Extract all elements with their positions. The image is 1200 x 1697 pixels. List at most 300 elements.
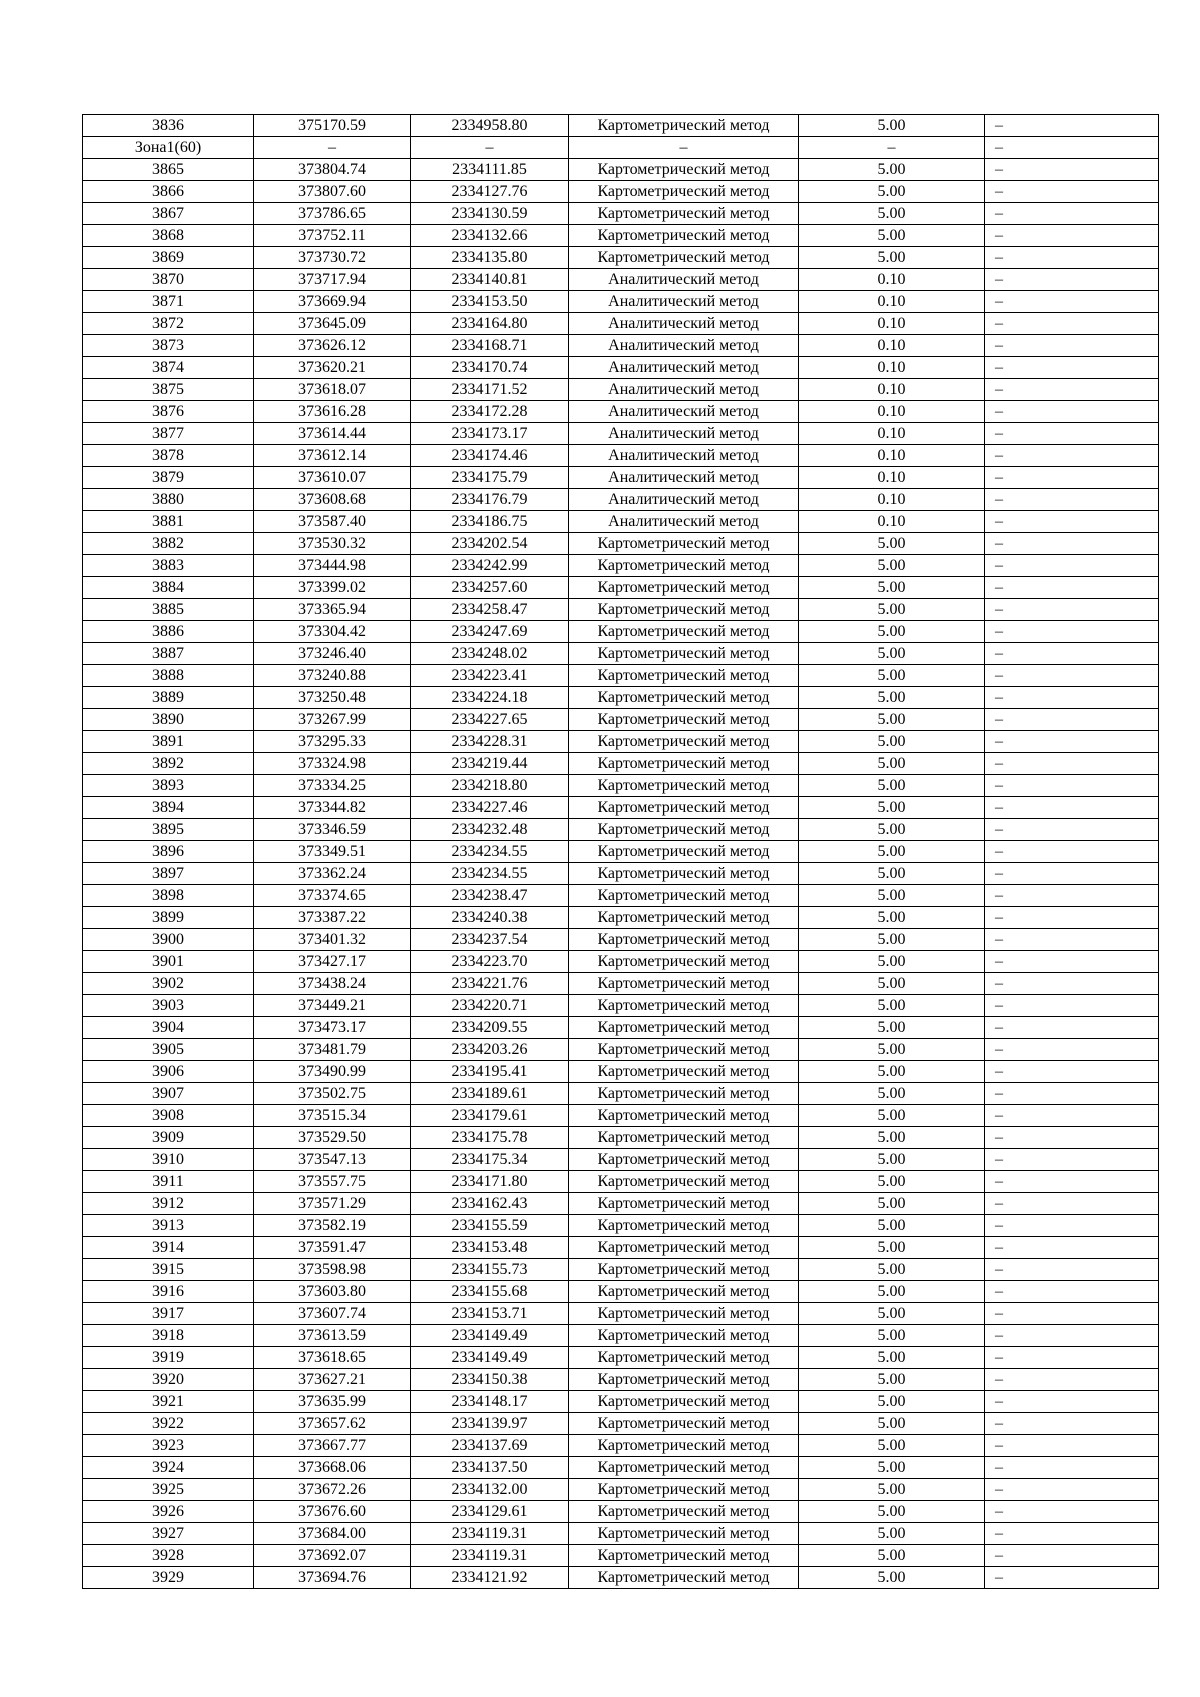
accuracy-cell: 5.00 <box>799 1479 985 1501</box>
point-number-cell: 3865 <box>83 159 254 181</box>
mark-cell: – <box>985 687 1159 709</box>
mark-cell: – <box>985 1105 1159 1127</box>
accuracy-cell: 0.10 <box>799 269 985 291</box>
method-cell: Картометрический метод <box>569 225 799 247</box>
mark-cell: – <box>985 1435 1159 1457</box>
y-coordinate-cell: 2334132.00 <box>411 1479 569 1501</box>
table-row <box>83 841 1159 863</box>
y-coordinate-cell: 2334119.31 <box>411 1545 569 1567</box>
x-coordinate-cell: 373295.33 <box>254 731 411 753</box>
table-row <box>83 995 1159 1017</box>
point-number-cell: 3876 <box>83 401 254 423</box>
x-coordinate-cell: 373362.24 <box>254 863 411 885</box>
point-number-cell: 3897 <box>83 863 254 885</box>
y-coordinate-cell: 2334164.80 <box>411 313 569 335</box>
table-row <box>83 577 1159 599</box>
accuracy-cell: 5.00 <box>799 1501 985 1523</box>
mark-cell: – <box>985 1501 1159 1523</box>
x-coordinate-cell: 373246.40 <box>254 643 411 665</box>
table-row <box>83 687 1159 709</box>
x-coordinate-cell: 373684.00 <box>254 1523 411 1545</box>
point-number-cell: 3901 <box>83 951 254 973</box>
mark-cell: – <box>985 929 1159 951</box>
y-coordinate-cell: 2334139.97 <box>411 1413 569 1435</box>
mark-cell: – <box>985 181 1159 203</box>
mark-cell: – <box>985 709 1159 731</box>
table-row <box>83 247 1159 269</box>
mark-cell: – <box>985 313 1159 335</box>
point-number-cell: 3892 <box>83 753 254 775</box>
point-number-cell: 3884 <box>83 577 254 599</box>
point-number-cell: 3928 <box>83 1545 254 1567</box>
mark-cell: – <box>985 1281 1159 1303</box>
method-cell: Картометрический метод <box>569 1457 799 1479</box>
accuracy-cell: 5.00 <box>799 1435 985 1457</box>
method-cell: Картометрический метод <box>569 709 799 731</box>
x-coordinate-cell: 373334.25 <box>254 775 411 797</box>
point-number-cell: 3896 <box>83 841 254 863</box>
x-coordinate-cell: 373444.98 <box>254 555 411 577</box>
mark-cell: – <box>985 423 1159 445</box>
accuracy-cell: 5.00 <box>799 819 985 841</box>
y-coordinate-cell: 2334186.75 <box>411 511 569 533</box>
y-coordinate-cell: 2334140.81 <box>411 269 569 291</box>
accuracy-cell: 5.00 <box>799 115 985 137</box>
point-number-cell: 3915 <box>83 1259 254 1281</box>
point-number-cell: 3893 <box>83 775 254 797</box>
x-coordinate-cell: 373530.32 <box>254 533 411 555</box>
point-number-cell: 3916 <box>83 1281 254 1303</box>
point-number-cell: 3908 <box>83 1105 254 1127</box>
method-cell: Картометрический метод <box>569 1303 799 1325</box>
mark-cell: – <box>985 775 1159 797</box>
x-coordinate-cell: 373717.94 <box>254 269 411 291</box>
table-row <box>83 1171 1159 1193</box>
mark-cell: – <box>985 951 1159 973</box>
table-row <box>83 863 1159 885</box>
x-coordinate-cell: 373618.65 <box>254 1347 411 1369</box>
accuracy-cell: 5.00 <box>799 1017 985 1039</box>
method-cell: Картометрический метод <box>569 181 799 203</box>
accuracy-cell: 5.00 <box>799 577 985 599</box>
table-row <box>83 929 1159 951</box>
method-cell: Картометрический метод <box>569 1127 799 1149</box>
y-coordinate-cell: 2334153.48 <box>411 1237 569 1259</box>
y-coordinate-cell: 2334223.70 <box>411 951 569 973</box>
method-cell: Картометрический метод <box>569 1171 799 1193</box>
x-coordinate-cell: 373669.94 <box>254 291 411 313</box>
point-number-cell: 3909 <box>83 1127 254 1149</box>
y-coordinate-cell: 2334218.80 <box>411 775 569 797</box>
point-number-cell: 3836 <box>83 115 254 137</box>
point-number-cell: 3873 <box>83 335 254 357</box>
table-row <box>83 291 1159 313</box>
x-coordinate-cell: 373730.72 <box>254 247 411 269</box>
mark-cell: – <box>985 731 1159 753</box>
accuracy-cell: 5.00 <box>799 1347 985 1369</box>
mark-cell: – <box>985 841 1159 863</box>
method-cell: Картометрический метод <box>569 599 799 621</box>
mark-cell: – <box>985 1347 1159 1369</box>
table-row <box>83 1061 1159 1083</box>
y-coordinate-cell: 2334153.71 <box>411 1303 569 1325</box>
y-coordinate-cell: 2334223.41 <box>411 665 569 687</box>
mark-cell: – <box>985 621 1159 643</box>
method-cell: Картометрический метод <box>569 115 799 137</box>
x-coordinate-cell: 373529.50 <box>254 1127 411 1149</box>
point-number-cell: 3877 <box>83 423 254 445</box>
table-row <box>83 819 1159 841</box>
y-coordinate-cell: 2334137.50 <box>411 1457 569 1479</box>
x-coordinate-cell: 373668.06 <box>254 1457 411 1479</box>
y-coordinate-cell: 2334175.78 <box>411 1127 569 1149</box>
method-cell: Аналитический метод <box>569 291 799 313</box>
accuracy-cell: 5.00 <box>799 1127 985 1149</box>
point-number-cell: 3866 <box>83 181 254 203</box>
x-coordinate-cell: 373267.99 <box>254 709 411 731</box>
accuracy-cell: 5.00 <box>799 1215 985 1237</box>
method-cell: Аналитический метод <box>569 379 799 401</box>
y-coordinate-cell: – <box>411 137 569 159</box>
table-row <box>83 1523 1159 1545</box>
method-cell: Картометрический метод <box>569 1347 799 1369</box>
x-coordinate-cell: 373438.24 <box>254 973 411 995</box>
y-coordinate-cell: 2334224.18 <box>411 687 569 709</box>
y-coordinate-cell: 2334155.73 <box>411 1259 569 1281</box>
accuracy-cell: 5.00 <box>799 973 985 995</box>
y-coordinate-cell: 2334137.69 <box>411 1435 569 1457</box>
accuracy-cell: 5.00 <box>799 1171 985 1193</box>
point-number-cell: 3889 <box>83 687 254 709</box>
point-number-cell: 3904 <box>83 1017 254 1039</box>
point-number-cell: 3914 <box>83 1237 254 1259</box>
point-number-cell: 3874 <box>83 357 254 379</box>
accuracy-cell: 0.10 <box>799 445 985 467</box>
mark-cell: – <box>985 1369 1159 1391</box>
y-coordinate-cell: 2334179.61 <box>411 1105 569 1127</box>
x-coordinate-cell: 373676.60 <box>254 1501 411 1523</box>
table-row <box>83 115 1159 137</box>
accuracy-cell: 5.00 <box>799 1325 985 1347</box>
method-cell: Картометрический метод <box>569 577 799 599</box>
table-row <box>83 1039 1159 1061</box>
method-cell: Аналитический метод <box>569 423 799 445</box>
method-cell: Картометрический метод <box>569 995 799 1017</box>
table-row <box>83 203 1159 225</box>
point-number-cell: 3922 <box>83 1413 254 1435</box>
mark-cell: – <box>985 1061 1159 1083</box>
mark-cell: – <box>985 467 1159 489</box>
method-cell: Картометрический метод <box>569 621 799 643</box>
point-number-cell: 3891 <box>83 731 254 753</box>
table-row <box>83 1501 1159 1523</box>
mark-cell: – <box>985 511 1159 533</box>
accuracy-cell: 5.00 <box>799 863 985 885</box>
x-coordinate-cell: 373557.75 <box>254 1171 411 1193</box>
table-row <box>83 1479 1159 1501</box>
point-number-cell: 3902 <box>83 973 254 995</box>
x-coordinate-cell: 373250.48 <box>254 687 411 709</box>
y-coordinate-cell: 2334247.69 <box>411 621 569 643</box>
x-coordinate-cell: 373692.07 <box>254 1545 411 1567</box>
table-row <box>83 511 1159 533</box>
coordinates-table-body <box>83 115 1159 1589</box>
table-row <box>83 533 1159 555</box>
point-number-cell: 3898 <box>83 885 254 907</box>
y-coordinate-cell: 2334237.54 <box>411 929 569 951</box>
mark-cell: – <box>985 401 1159 423</box>
x-coordinate-cell: 373515.34 <box>254 1105 411 1127</box>
method-cell: Картометрический метод <box>569 1567 799 1589</box>
method-cell: Аналитический метод <box>569 357 799 379</box>
accuracy-cell: 5.00 <box>799 841 985 863</box>
y-coordinate-cell: 2334220.71 <box>411 995 569 1017</box>
table-row <box>83 269 1159 291</box>
x-coordinate-cell: 373626.12 <box>254 335 411 357</box>
table-row <box>83 445 1159 467</box>
y-coordinate-cell: 2334127.76 <box>411 181 569 203</box>
method-cell: Картометрический метод <box>569 533 799 555</box>
y-coordinate-cell: 2334111.85 <box>411 159 569 181</box>
point-number-cell: 3888 <box>83 665 254 687</box>
point-number-cell: 3906 <box>83 1061 254 1083</box>
x-coordinate-cell: 373582.19 <box>254 1215 411 1237</box>
y-coordinate-cell: 2334189.61 <box>411 1083 569 1105</box>
x-coordinate-cell: 373672.26 <box>254 1479 411 1501</box>
x-coordinate-cell: 373807.60 <box>254 181 411 203</box>
accuracy-cell: 5.00 <box>799 643 985 665</box>
mark-cell: – <box>985 1413 1159 1435</box>
point-number-cell: 3924 <box>83 1457 254 1479</box>
table-row <box>83 885 1159 907</box>
accuracy-cell: 5.00 <box>799 1413 985 1435</box>
mark-cell: – <box>985 599 1159 621</box>
accuracy-cell: 0.10 <box>799 313 985 335</box>
x-coordinate-cell: 375170.59 <box>254 115 411 137</box>
accuracy-cell: 0.10 <box>799 357 985 379</box>
accuracy-cell: 0.10 <box>799 511 985 533</box>
point-number-cell: 3871 <box>83 291 254 313</box>
method-cell: Картометрический метод <box>569 1017 799 1039</box>
method-cell: Картометрический метод <box>569 1413 799 1435</box>
mark-cell: – <box>985 445 1159 467</box>
method-cell: Картометрический метод <box>569 1193 799 1215</box>
table-row <box>83 181 1159 203</box>
accuracy-cell: 0.10 <box>799 489 985 511</box>
accuracy-cell: 5.00 <box>799 665 985 687</box>
table-row <box>83 1083 1159 1105</box>
y-coordinate-cell: 2334227.65 <box>411 709 569 731</box>
point-number-cell: 3890 <box>83 709 254 731</box>
x-coordinate-cell: 373365.94 <box>254 599 411 621</box>
mark-cell: – <box>985 863 1159 885</box>
accuracy-cell: 5.00 <box>799 181 985 203</box>
accuracy-cell: 5.00 <box>799 1281 985 1303</box>
x-coordinate-cell: 373610.07 <box>254 467 411 489</box>
x-coordinate-cell: 373324.98 <box>254 753 411 775</box>
point-number-cell: 3879 <box>83 467 254 489</box>
method-cell: Картометрический метод <box>569 819 799 841</box>
accuracy-cell: 5.00 <box>799 599 985 621</box>
table-row <box>83 1347 1159 1369</box>
accuracy-cell: 5.00 <box>799 1567 985 1589</box>
point-number-cell: 3885 <box>83 599 254 621</box>
point-number-cell: 3900 <box>83 929 254 951</box>
method-cell: Картометрический метод <box>569 1281 799 1303</box>
mark-cell: – <box>985 995 1159 1017</box>
table-row <box>83 1391 1159 1413</box>
accuracy-cell: 5.00 <box>799 1193 985 1215</box>
mark-cell: – <box>985 643 1159 665</box>
point-number-cell: 3907 <box>83 1083 254 1105</box>
y-coordinate-cell: 2334203.26 <box>411 1039 569 1061</box>
point-number-cell: 3920 <box>83 1369 254 1391</box>
y-coordinate-cell: 2334248.02 <box>411 643 569 665</box>
accuracy-cell: 0.10 <box>799 401 985 423</box>
accuracy-cell: 5.00 <box>799 709 985 731</box>
method-cell: Картометрический метод <box>569 1259 799 1281</box>
accuracy-cell: 5.00 <box>799 995 985 1017</box>
y-coordinate-cell: 2334240.38 <box>411 907 569 929</box>
mark-cell: – <box>985 1017 1159 1039</box>
mark-cell: – <box>985 819 1159 841</box>
y-coordinate-cell: 2334121.92 <box>411 1567 569 1589</box>
method-cell: Картометрический метод <box>569 863 799 885</box>
mark-cell: – <box>985 291 1159 313</box>
point-number-cell: 3886 <box>83 621 254 643</box>
method-cell: Картометрический метод <box>569 1039 799 1061</box>
table-row <box>83 1545 1159 1567</box>
accuracy-cell: 5.00 <box>799 1391 985 1413</box>
mark-cell: – <box>985 1479 1159 1501</box>
y-coordinate-cell: 2334258.47 <box>411 599 569 621</box>
mark-cell: – <box>985 1149 1159 1171</box>
y-coordinate-cell: 2334174.46 <box>411 445 569 467</box>
mark-cell: – <box>985 885 1159 907</box>
table-row <box>83 973 1159 995</box>
method-cell: Картометрический метод <box>569 687 799 709</box>
point-number-cell: 3903 <box>83 995 254 1017</box>
method-cell: Аналитический метод <box>569 445 799 467</box>
y-coordinate-cell: 2334173.17 <box>411 423 569 445</box>
table-row <box>83 313 1159 335</box>
x-coordinate-cell: 373645.09 <box>254 313 411 335</box>
accuracy-cell: 5.00 <box>799 1083 985 1105</box>
x-coordinate-cell: 373608.68 <box>254 489 411 511</box>
accuracy-cell: 5.00 <box>799 1105 985 1127</box>
mark-cell: – <box>985 247 1159 269</box>
point-number-cell: 3919 <box>83 1347 254 1369</box>
x-coordinate-cell: 373349.51 <box>254 841 411 863</box>
table-row <box>83 665 1159 687</box>
mark-cell: – <box>985 1127 1159 1149</box>
y-coordinate-cell: 2334171.52 <box>411 379 569 401</box>
mark-cell: – <box>985 335 1159 357</box>
accuracy-cell: 5.00 <box>799 1457 985 1479</box>
table-row <box>83 489 1159 511</box>
y-coordinate-cell: 2334148.17 <box>411 1391 569 1413</box>
point-number-cell: 3870 <box>83 269 254 291</box>
mark-cell: – <box>985 665 1159 687</box>
x-coordinate-cell: 373694.76 <box>254 1567 411 1589</box>
y-coordinate-cell: 2334132.66 <box>411 225 569 247</box>
accuracy-cell: 0.10 <box>799 335 985 357</box>
table-row <box>83 1413 1159 1435</box>
x-coordinate-cell: 373614.44 <box>254 423 411 445</box>
point-number-cell: 3878 <box>83 445 254 467</box>
point-number-cell: 3887 <box>83 643 254 665</box>
coordinates-table <box>82 114 1159 1589</box>
x-coordinate-cell: 373304.42 <box>254 621 411 643</box>
table-row <box>83 379 1159 401</box>
mark-cell: – <box>985 1457 1159 1479</box>
x-coordinate-cell: 373804.74 <box>254 159 411 181</box>
mark-cell: – <box>985 1083 1159 1105</box>
mark-cell: – <box>985 1303 1159 1325</box>
accuracy-cell: 5.00 <box>799 1149 985 1171</box>
mark-cell: – <box>985 489 1159 511</box>
method-cell: Картометрический метод <box>569 1545 799 1567</box>
table-row <box>83 643 1159 665</box>
method-cell: Картометрический метод <box>569 929 799 951</box>
method-cell: Картометрический метод <box>569 885 799 907</box>
method-cell: Картометрический метод <box>569 1501 799 1523</box>
method-cell: Картометрический метод <box>569 731 799 753</box>
method-cell: Аналитический метод <box>569 467 799 489</box>
y-coordinate-cell: 2334234.55 <box>411 863 569 885</box>
table-row <box>83 1237 1159 1259</box>
y-coordinate-cell: 2334234.55 <box>411 841 569 863</box>
x-coordinate-cell: 373616.28 <box>254 401 411 423</box>
method-cell: Картометрический метод <box>569 753 799 775</box>
accuracy-cell: 5.00 <box>799 1039 985 1061</box>
x-coordinate-cell: 373618.07 <box>254 379 411 401</box>
y-coordinate-cell: 2334219.44 <box>411 753 569 775</box>
x-coordinate-cell: 373490.99 <box>254 1061 411 1083</box>
point-number-cell: 3869 <box>83 247 254 269</box>
accuracy-cell: 5.00 <box>799 1523 985 1545</box>
table-row <box>83 401 1159 423</box>
x-coordinate-cell: 373547.13 <box>254 1149 411 1171</box>
table-row <box>83 159 1159 181</box>
method-cell: Картометрический метод <box>569 1435 799 1457</box>
method-cell: Картометрический метод <box>569 1325 799 1347</box>
x-coordinate-cell: 373387.22 <box>254 907 411 929</box>
accuracy-cell: 5.00 <box>799 731 985 753</box>
method-cell: Картометрический метод <box>569 1479 799 1501</box>
point-number-cell: 3905 <box>83 1039 254 1061</box>
y-coordinate-cell: 2334958.80 <box>411 115 569 137</box>
point-number-cell: 3923 <box>83 1435 254 1457</box>
accuracy-cell: 5.00 <box>799 1303 985 1325</box>
y-coordinate-cell: 2334135.80 <box>411 247 569 269</box>
method-cell: Картометрический метод <box>569 1061 799 1083</box>
mark-cell: – <box>985 577 1159 599</box>
y-coordinate-cell: 2334175.79 <box>411 467 569 489</box>
y-coordinate-cell: 2334228.31 <box>411 731 569 753</box>
x-coordinate-cell: 373344.82 <box>254 797 411 819</box>
table-row <box>83 775 1159 797</box>
accuracy-cell: 0.10 <box>799 379 985 401</box>
mark-cell: – <box>985 1193 1159 1215</box>
mark-cell: – <box>985 203 1159 225</box>
y-coordinate-cell: 2334195.41 <box>411 1061 569 1083</box>
table-row <box>83 1435 1159 1457</box>
x-coordinate-cell: 373591.47 <box>254 1237 411 1259</box>
method-cell: Картометрический метод <box>569 247 799 269</box>
accuracy-cell: 5.00 <box>799 203 985 225</box>
method-cell: Картометрический метод <box>569 1083 799 1105</box>
